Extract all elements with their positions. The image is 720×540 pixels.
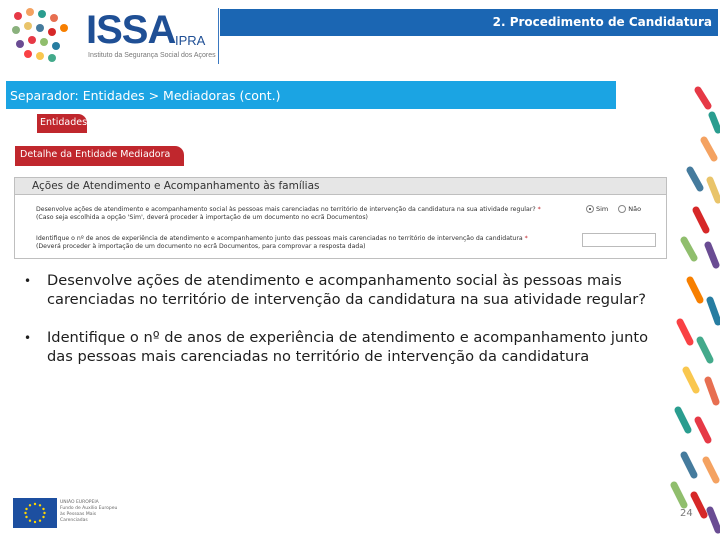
question-1-text: Desenvolve ações de atendimento e acompanhamento social às pessoas mais carenciadas no território de intervenção da candidatura na sua atividade regular?	[36, 206, 536, 213]
question-2-note: (Deverá proceder à importação de um documento no ecrã Documentos, para comprovar a resposta dada)	[36, 243, 366, 250]
issa-logo-dots	[8, 6, 70, 64]
panel-title: Ações de Atendimento e Acompanhamento às famílias	[15, 178, 666, 195]
eu-line-1: UNIÃO EUROPEIA	[60, 500, 99, 505]
section-bar: Separador: Entidades > Mediadoras (cont.)	[6, 81, 616, 109]
decorative-shapes	[660, 60, 720, 540]
bullet-text: Desenvolve ações de atendimento e acompanhamento social às pessoas mais carenciadas no território de intervenção da candidatura na sua atividade regular?	[47, 272, 647, 308]
bullet-item	[24, 272, 659, 309]
question-1	[36, 206, 556, 222]
question-2-text: Identifique o nº de anos de experiência de atendimento e acompanhamento junto das pessoas mais carenciadas no território de intervenção da candidatura	[36, 235, 523, 242]
logo-divider	[218, 8, 219, 64]
required-mark: *	[524, 235, 528, 242]
tab-detalhe-entidade-mediadora[interactable]: Detalhe da Entidade Mediadora	[15, 146, 184, 166]
years-experience-input[interactable]	[582, 233, 656, 247]
radio-yes[interactable]	[586, 205, 608, 213]
radio-yes-dot[interactable]	[586, 205, 594, 213]
slide-title-bar: 2. Procedimento de Candidatura	[220, 9, 718, 36]
question-2	[36, 235, 556, 251]
eu-funding-text	[60, 500, 120, 524]
tab-entidades[interactable]: Entidades	[37, 114, 87, 133]
question-1-note: (Caso seja escolhida a opção 'Sim', deverá proceder à importação de um documento no ecrã Documentos)	[36, 214, 368, 221]
logo-ipra-text: IPRA	[175, 33, 206, 48]
logo-issa-text: ISSA	[86, 8, 176, 52]
radio-no-dot[interactable]	[618, 205, 626, 213]
radio-no[interactable]	[618, 205, 641, 213]
required-mark: *	[537, 206, 541, 213]
bullet-item	[24, 329, 659, 366]
eu-flag-icon	[13, 498, 57, 528]
page-number: 24	[680, 508, 693, 519]
logo-subtitle: Instituto da Segurança Social dos Açores	[88, 52, 216, 59]
bullet-list	[24, 272, 659, 386]
bullet-mark: •	[24, 274, 32, 288]
radio-no-label: Não	[628, 205, 642, 213]
radio-yes-label: Sim	[596, 205, 609, 213]
question-1-radio-group	[586, 205, 641, 213]
bullet-text: Identifique o nº de anos de experiência de atendimento e acompanhamento junto das pessoas mais carenciadas no território de intervenção da candidatura	[47, 329, 649, 365]
eu-line-2: Fundo de Auxílio Europeu às Pessoas Mais Carenciadas	[60, 506, 118, 523]
form-panel	[14, 177, 667, 259]
bullet-mark: •	[24, 331, 32, 345]
